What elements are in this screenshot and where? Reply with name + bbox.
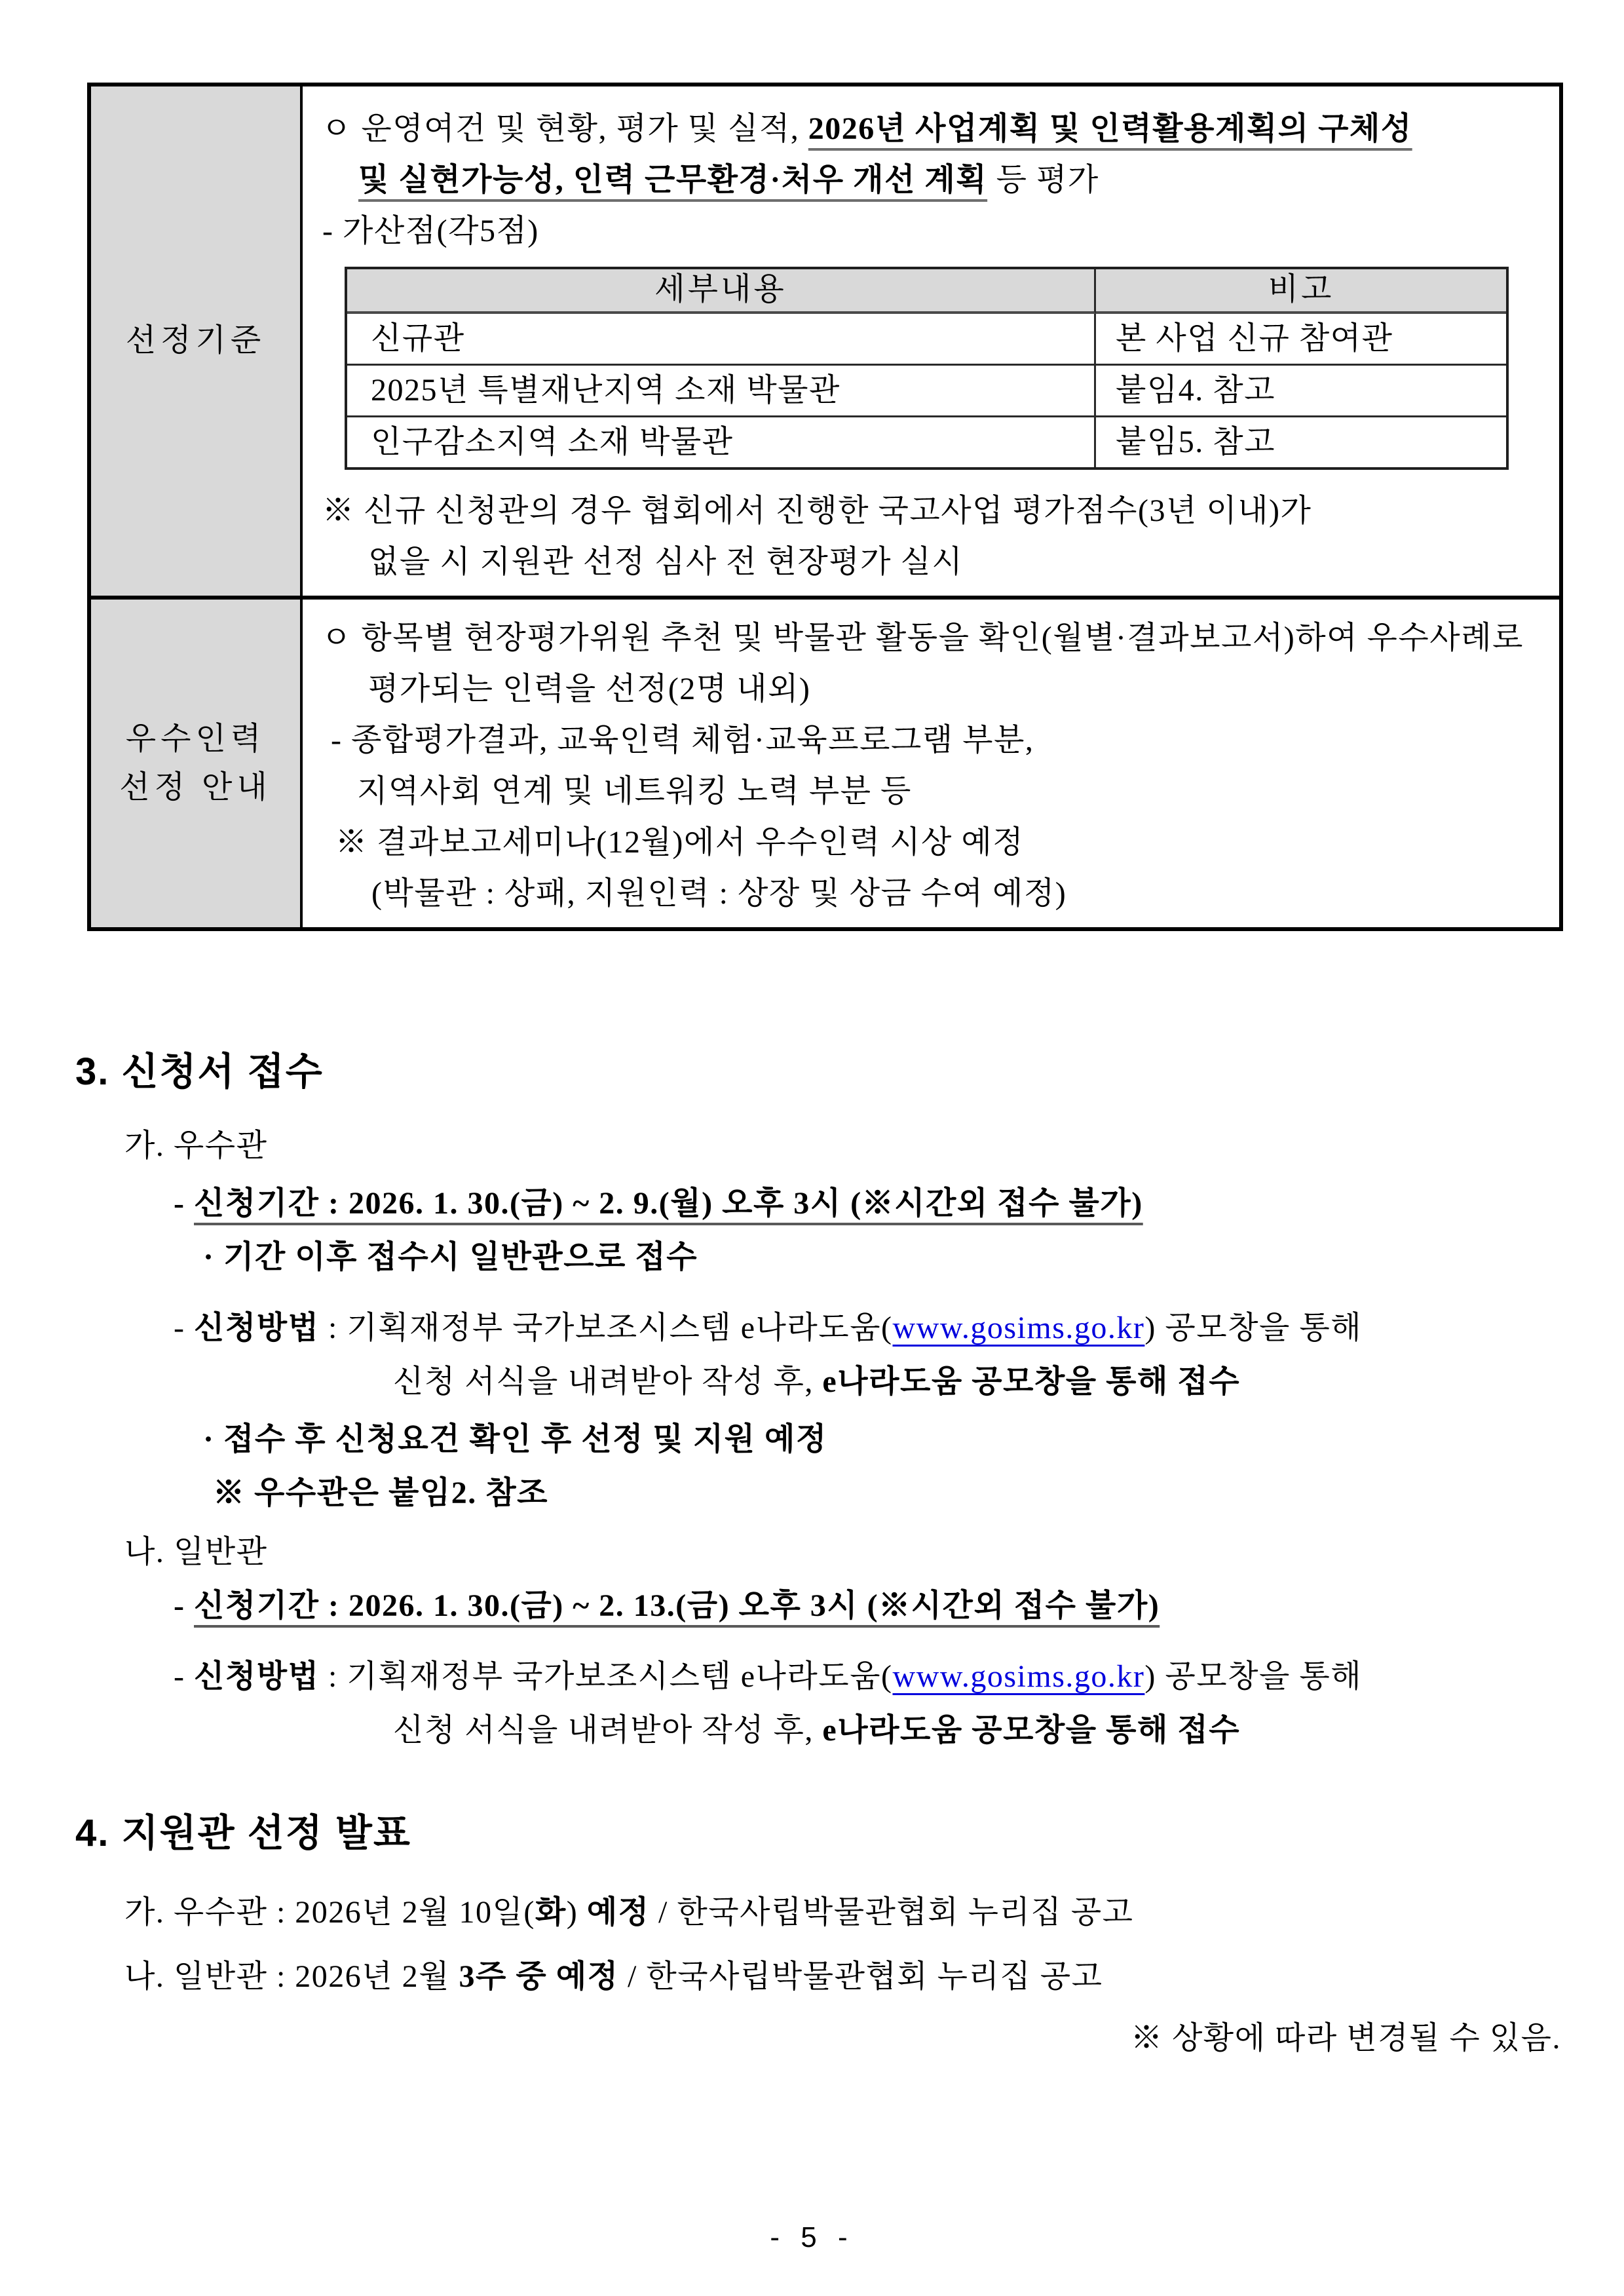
announce-day-bold: 화 [535, 1895, 567, 1930]
section3-title: 3. 신청서 접수 [75, 1050, 324, 1093]
criteria-row-content-selection [303, 86, 1559, 600]
page-number: - 5 - [770, 2221, 854, 2253]
announce-week-bold: 3주 중 예정 [459, 1959, 619, 1994]
criteria-row-content-excellent [303, 600, 1559, 927]
application-method-b: - 신청방법 : 기획재정부 국가보조시스템 e나라도움(www.gosims.go.kr) 공모창을 통해 [174, 1659, 1363, 1694]
announcement-excellent: 가. 우수관 : 2026년 2월 10일(화) 예정 / 한국사립박물관협회 누리집 공고 [124, 1895, 1134, 1930]
method-label-b: 신청방법 [193, 1659, 320, 1694]
section3-item-a: 가. 우수관 [124, 1128, 268, 1163]
table-row-depopulation-area-detail: 인구감소지역 소재 박물관 [347, 417, 1096, 467]
section4-title: 4. 지원관 선정 발표 [75, 1812, 411, 1854]
attachment2-note: ※ 우수관은 붙임2. 참조 [213, 1476, 548, 1510]
application-method-a: - 신청방법 : 기획재정부 국가보조시스템 e나라도움(www.gosims.go.kr) 공모창을 통해 [174, 1311, 1363, 1345]
table-row-new-museum-detail: 신규관 [347, 314, 1096, 366]
announcement-general: 나. 일반관 : 2026년 2월 3주 중 예정 / 한국사립박물관협회 누리집 공고 [124, 1959, 1103, 1994]
note-new-applicant-line2: 없을 시 지원관 선정 심사 전 현장평가 실시 [368, 545, 964, 579]
excellent-line3: - 종합평가결과, 교육인력 체험·교육프로그램 부분, [331, 723, 1034, 757]
application-period-a: - 신청기간 : 2026. 1. 30.(금) ~ 2. 9.(월) 오후 3시 (※시간외 접수 불가) [174, 1186, 1143, 1221]
excellent-line4: 지역사회 연계 및 네트워킹 노력 부분 등 [357, 774, 912, 809]
bonus-table-header-remark: 비고 [1096, 269, 1506, 314]
section3-item-b: 나. 일반관 [124, 1535, 268, 1569]
bonus-table-header-detail: 세부내용 [347, 269, 1096, 314]
note-new-applicant-line1: ※ 신규 신청관의 경우 협회에서 진행한 국고사업 평가점수(3년 이내)가 [322, 493, 1312, 528]
criteria-row-label-selection [91, 86, 303, 600]
criteria-table [87, 83, 1563, 931]
excellent-line6: (박물관 : 상패, 지원인력 : 상장 및 상금 수여 예정) [371, 876, 1067, 911]
label-selection-criteria: 선정기준 [125, 323, 266, 358]
table-row-depopulation-area-remark: 붙임5. 참고 [1116, 425, 1275, 459]
label-excellent-personnel-line1: 우수인력 [125, 721, 266, 756]
gosims-link[interactable]: www.gosims.go.kr [892, 1311, 1145, 1345]
body-sections [75, 1048, 1564, 2065]
emphasis-work-environment: 및 실현가능성, 인력 근무환경·처우 개선 계획 [358, 163, 988, 197]
criteria-row-label-excellent [91, 600, 303, 927]
gosims-link-b[interactable]: www.gosims.go.kr [892, 1659, 1145, 1694]
label-excellent-personnel-line2: 선정 안내 [119, 770, 272, 805]
application-period-b: - 신청기간 : 2026. 1. 30.(금) ~ 2. 13.(금) 오후 3시 (※시간외 접수 불가) [174, 1588, 1160, 1623]
extra-points-line: - 가산점(각5점) [322, 214, 539, 248]
excellent-line2: 평가되는 인력을 선정(2명 내외) [368, 672, 811, 706]
bullet-evaluation-line1: ㅇ 운영여건 및 현황, 평가 및 실적, 2026년 사업계획 및 인력활용계획의 구체성 [321, 111, 1412, 146]
method-bold-submit-b: e나라도움 공모창을 통해 접수 [822, 1713, 1241, 1748]
bullet-evaluation-line2: 및 실현가능성, 인력 근무환경·처우 개선 계획 등 평가 [358, 163, 1099, 197]
table-row-new-museum-remark: 본 사업 신규 참여관 [1096, 314, 1506, 366]
application-method-a-line2: 신청 서식을 내려받아 작성 후, e나라도움 공모창을 통해 접수 [393, 1364, 1241, 1399]
application-period-b-text: 신청기간 : 2026. 1. 30.(금) ~ 2. 13.(금) 오후 3시 (※시간외 접수 불가) [193, 1588, 1160, 1623]
emphasis-plan-concreteness: 2026년 사업계획 및 인력활용계획의 구체성 [808, 111, 1412, 146]
method-label: 신청방법 [193, 1311, 320, 1345]
announce-status-bold: 예정 [586, 1895, 650, 1930]
application-method-b-line2: 신청 서식을 내려받아 작성 후, e나라도움 공모창을 통해 접수 [393, 1713, 1241, 1748]
table-row-disaster-area-detail: 2025년 특별재난지역 소재 박물관 [347, 366, 1096, 417]
excellent-line1: ㅇ 항목별 현장평가위원 추천 및 박물관 활동을 확인(월별·결과보고서)하여 우수사례로 [321, 621, 1524, 655]
method-bold-submit: e나라도움 공모창을 통해 접수 [822, 1364, 1241, 1399]
after-receipt-note: · 접수 후 신청요건 확인 후 선정 및 지원 예정 [203, 1422, 827, 1457]
table-row-disaster-area-remark: 붙임4. 참고 [1096, 366, 1506, 417]
excellent-line5: ※ 결과보고세미나(12월)에서 우수인력 시상 예정 [335, 825, 1025, 860]
change-notice: ※ 상황에 따라 변경될 수 있음. [1130, 2021, 1561, 2056]
bonus-points-table [345, 267, 1509, 470]
application-period-a-text: 신청기간 : 2026. 1. 30.(금) ~ 2. 9.(월) 오후 3시 (※시간외 접수 불가) [193, 1186, 1143, 1221]
late-submission-note: · 기간 이후 접수시 일반관으로 접수 [203, 1240, 698, 1274]
